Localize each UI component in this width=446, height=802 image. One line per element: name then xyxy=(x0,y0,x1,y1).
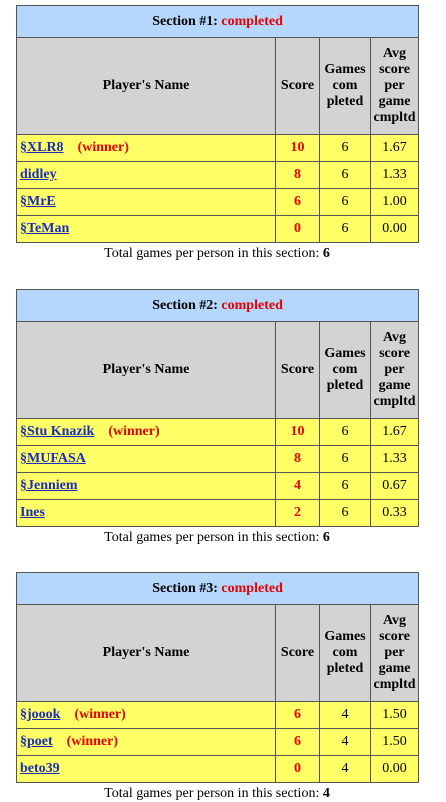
player-score: 4 xyxy=(276,473,320,500)
col-header-name: Player's Name xyxy=(17,38,276,135)
col-header-score: Score xyxy=(276,38,320,135)
section-status: completed xyxy=(221,580,283,596)
section-status: completed xyxy=(221,13,283,29)
player-row xyxy=(17,189,419,216)
player-link[interactable]: §poet xyxy=(20,734,53,749)
player-row xyxy=(17,500,419,527)
player-avg: 1.67 xyxy=(371,135,419,162)
player-avg: 0.00 xyxy=(371,216,419,243)
player-games: 6 xyxy=(320,162,371,189)
player-games: 6 xyxy=(320,216,371,243)
player-row xyxy=(17,216,419,243)
player-row xyxy=(17,729,419,756)
section-1 xyxy=(16,5,418,262)
player-games: 6 xyxy=(320,135,371,162)
section-total-value: 6 xyxy=(322,530,330,545)
player-avg: 1.67 xyxy=(371,419,419,446)
section-3 xyxy=(16,572,418,802)
player-link[interactable]: §XLR8 xyxy=(20,140,64,155)
standings-table xyxy=(16,572,419,783)
player-link[interactable]: §MrE xyxy=(20,194,56,209)
section-title: Section #3: completed xyxy=(17,573,419,605)
player-score: 0 xyxy=(276,216,320,243)
col-header-avg: Avg score per game cmpltd xyxy=(371,38,419,135)
section-total: Total games per person in this section: 4 xyxy=(104,786,330,801)
standings-table xyxy=(16,289,419,527)
player-link[interactable]: §joook xyxy=(20,707,61,722)
section-title-row xyxy=(17,6,419,38)
player-link[interactable]: §Stu Knazik xyxy=(20,424,95,439)
col-header-score: Score xyxy=(276,605,320,702)
col-header-games: Games com pleted xyxy=(320,605,371,702)
col-header-games: Games com pleted xyxy=(320,322,371,419)
section-total-value: 6 xyxy=(322,246,330,261)
player-link[interactable]: §TeMan xyxy=(20,221,70,236)
col-header-avg: Avg score per game cmpltd xyxy=(371,605,419,702)
winner-label: (winner) xyxy=(66,734,118,749)
player-games: 6 xyxy=(320,189,371,216)
player-score: 6 xyxy=(276,729,320,756)
player-avg: 1.33 xyxy=(371,162,419,189)
player-link[interactable]: beto39 xyxy=(20,761,60,776)
player-avg: 0.00 xyxy=(371,756,419,783)
player-avg: 0.33 xyxy=(371,500,419,527)
player-avg: 1.00 xyxy=(371,189,419,216)
player-games: 4 xyxy=(320,702,371,729)
player-link[interactable]: §Jenniem xyxy=(20,478,78,493)
column-header-row xyxy=(17,38,419,135)
player-avg: 1.33 xyxy=(371,446,419,473)
section-total: Total games per person in this section: 6 xyxy=(104,246,330,261)
player-row xyxy=(17,135,419,162)
player-link[interactable]: Ines xyxy=(20,505,45,520)
column-header-row xyxy=(17,322,419,419)
player-score: 10 xyxy=(276,135,320,162)
section-title: Section #2: completed xyxy=(17,290,419,322)
section-status: completed xyxy=(221,297,283,313)
section-title-row xyxy=(17,573,419,605)
player-score: 8 xyxy=(276,446,320,473)
col-header-score: Score xyxy=(276,322,320,419)
player-avg: 1.50 xyxy=(371,729,419,756)
col-header-name: Player's Name xyxy=(17,605,276,702)
player-row xyxy=(17,162,419,189)
player-row xyxy=(17,446,419,473)
column-header-row xyxy=(17,605,419,702)
standings-table xyxy=(16,5,419,243)
section-2 xyxy=(16,289,418,546)
section-total: Total games per person in this section: 6 xyxy=(104,530,330,545)
col-header-games: Games com pleted xyxy=(320,38,371,135)
player-games: 6 xyxy=(320,446,371,473)
winner-label: (winner) xyxy=(74,707,126,722)
winner-label: (winner) xyxy=(108,424,160,439)
player-games: 6 xyxy=(320,473,371,500)
player-row xyxy=(17,702,419,729)
player-score: 8 xyxy=(276,162,320,189)
player-score: 0 xyxy=(276,756,320,783)
player-games: 4 xyxy=(320,756,371,783)
player-games: 6 xyxy=(320,500,371,527)
player-score: 6 xyxy=(276,189,320,216)
player-games: 6 xyxy=(320,419,371,446)
col-header-avg: Avg score per game cmpltd xyxy=(371,322,419,419)
col-header-name: Player's Name xyxy=(17,322,276,419)
player-avg: 1.50 xyxy=(371,702,419,729)
section-title: Section #1: completed xyxy=(17,6,419,38)
player-link[interactable]: didley xyxy=(20,167,57,182)
player-link[interactable]: §MUFASA xyxy=(20,451,86,466)
player-score: 10 xyxy=(276,419,320,446)
section-title-row xyxy=(17,290,419,322)
section-total-value: 4 xyxy=(322,786,330,801)
player-row xyxy=(17,473,419,500)
player-score: 2 xyxy=(276,500,320,527)
winner-label: (winner) xyxy=(77,140,129,155)
player-row xyxy=(17,756,419,783)
player-games: 4 xyxy=(320,729,371,756)
player-score: 6 xyxy=(276,702,320,729)
player-row xyxy=(17,419,419,446)
player-avg: 0.67 xyxy=(371,473,419,500)
